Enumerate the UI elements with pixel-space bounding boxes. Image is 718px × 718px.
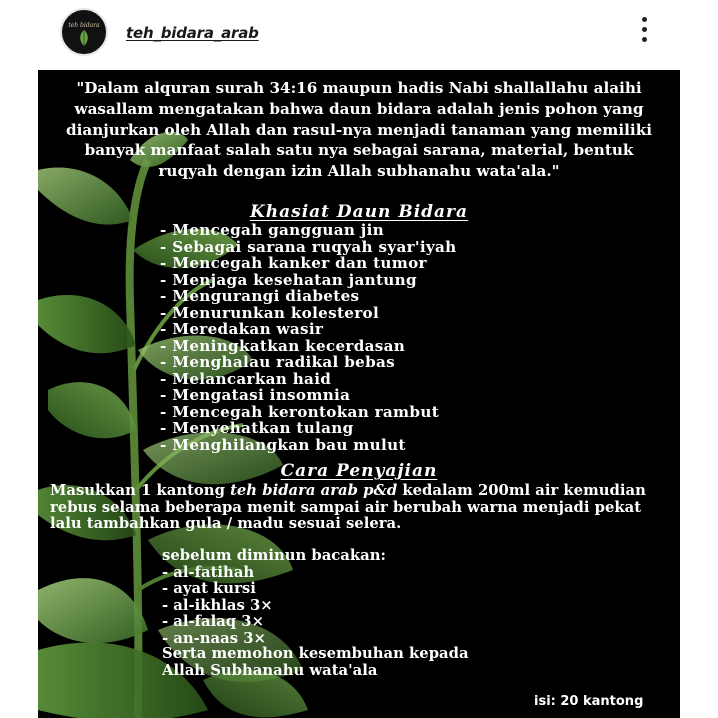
recitation-list bbox=[162, 565, 582, 648]
list-item: - al-falaq 3× bbox=[162, 614, 582, 631]
more-options-icon[interactable] bbox=[636, 16, 654, 46]
list-item: - Melancarkan haid bbox=[160, 371, 580, 388]
serving-text-2: kedalam 200ml air kemudian rebus selama beberapa menit sampai air berubah warna menjadi pekat lalu tambahkan gula / madu sesuai selera. bbox=[50, 482, 646, 532]
closing-line-2: Allah Subhanahu wata'ala bbox=[162, 661, 378, 679]
serving-text-1: Masukkan 1 kantong bbox=[50, 482, 231, 499]
list-item: - Menghilangkan bau mulut bbox=[160, 437, 580, 454]
list-item: - Menjaga kesehatan jantung bbox=[160, 272, 580, 289]
serving-instructions bbox=[50, 483, 674, 533]
recitation-block bbox=[162, 548, 582, 647]
list-item: - Sebagai sarana ruqyah syar'iyah bbox=[160, 239, 580, 256]
closing-line-1: Serta memohon kesembuhan kepada bbox=[162, 645, 469, 662]
username[interactable]: teh_bidara_arab bbox=[126, 24, 259, 42]
list-item: - Menghalau radikal bebas bbox=[160, 354, 580, 371]
benefits-list bbox=[160, 222, 580, 453]
product-name: teh bidara arab p&d bbox=[230, 482, 398, 499]
list-item: - ayat kursi bbox=[162, 581, 582, 598]
list-item: - Mengatasi insomnia bbox=[160, 387, 580, 404]
package-contents: isi: 20 kantong bbox=[534, 694, 644, 709]
serving-heading: Cara Penyajian bbox=[280, 461, 438, 481]
list-item: - Menurunkan kolesterol bbox=[160, 305, 580, 322]
list-item: - Mencegah kerontokan rambut bbox=[160, 404, 580, 421]
benefits-heading: Khasiat Daun Bidara bbox=[249, 202, 469, 222]
list-item: - an-naas 3× bbox=[162, 631, 582, 648]
list-item: - al-ikhlas 3× bbox=[162, 598, 582, 615]
list-item: - Menyehatkan tulang bbox=[160, 420, 580, 437]
svg-text:teh bidara: teh bidara bbox=[68, 22, 100, 29]
post-header bbox=[0, 0, 718, 68]
list-item: - Mengurangi diabetes bbox=[160, 288, 580, 305]
list-item: - al-fatihah bbox=[162, 565, 582, 582]
avatar[interactable] bbox=[60, 8, 108, 56]
list-item: - Meredakan wasir bbox=[160, 321, 580, 338]
teh-bidara-logo bbox=[62, 10, 106, 54]
recitation-intro: sebelum diminun bacakan: bbox=[162, 547, 386, 564]
list-item: - Mencegah kanker dan tumor bbox=[160, 255, 580, 272]
intro-quote: "Dalam alquran surah 34:16 maupun hadis Nabi shallallahu alaihi wasallam mengatakan bahwa daun bidara adalah jenis pohon yang dianjurkan oleh Allah dan rasul-nya menjadi tanaman yang memiliki banyak manfaat salah satu nya sebagai sarana, material, bentuk ruqyah dengan izin Allah subhanahu wata'ala." bbox=[66, 79, 652, 181]
closing-text bbox=[162, 646, 582, 679]
post-image bbox=[38, 70, 680, 718]
list-item: - Mencegah gangguan jin bbox=[160, 222, 580, 239]
list-item: - Meningkatkan kecerdasan bbox=[160, 338, 580, 355]
